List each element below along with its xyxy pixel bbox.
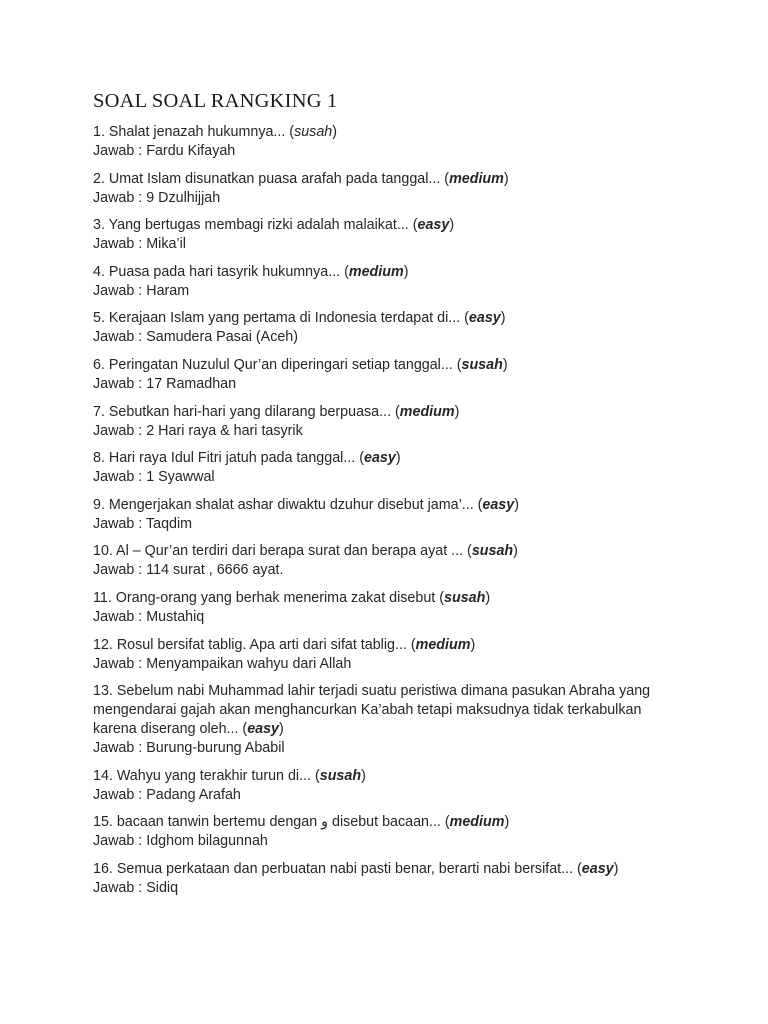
question-item-3 bbox=[93, 216, 733, 254]
question-text: 6. Peringatan Nuzulul Qur’an diperingari setiap tanggal... (susah) bbox=[93, 356, 508, 373]
answer-text: Jawab : 2 Hari raya & hari tasyrik bbox=[93, 422, 303, 439]
question-item-15 bbox=[93, 813, 733, 851]
answer-text: Jawab : Haram bbox=[93, 282, 190, 299]
answer-text: Jawab : 1 Syawwal bbox=[93, 469, 215, 486]
document-page bbox=[93, 88, 733, 907]
answer-text: Jawab : 114 surat , 6666 ayat. bbox=[93, 562, 284, 579]
difficulty-label: easy bbox=[581, 860, 614, 877]
question-item-5 bbox=[93, 309, 733, 347]
question-text: 15. bacaan tanwin bertemu dengan ﻭ disebut bacaan... (medium) bbox=[93, 814, 510, 831]
question-text: 12. Rosul bersifat tablig. Apa arti dari sifat tablig... (medium) bbox=[93, 636, 476, 653]
answer-text: Jawab : Burung-burung Ababil bbox=[93, 740, 285, 757]
question-item-14 bbox=[93, 767, 733, 805]
answer-text: Jawab : Samudera Pasai (Aceh) bbox=[93, 329, 299, 346]
difficulty-label: medium bbox=[449, 170, 504, 187]
answer-text: Jawab : Menyampaikan wahyu dari Allah bbox=[93, 655, 352, 672]
question-item-11 bbox=[93, 589, 733, 627]
question-item-1 bbox=[93, 123, 733, 161]
question-text: 11. Orang-orang yang berhak menerima zakat disebut (susah) bbox=[93, 589, 491, 606]
difficulty-label: medium bbox=[415, 636, 471, 653]
difficulty-label: susah bbox=[471, 543, 514, 560]
document-title: SOAL SOAL RANGKING 1 bbox=[93, 90, 338, 112]
difficulty-label: medium bbox=[348, 263, 404, 280]
difficulty-label: susah bbox=[461, 356, 503, 373]
difficulty-label: easy bbox=[247, 721, 279, 738]
difficulty-label: easy bbox=[468, 310, 501, 327]
question-text: 3. Yang bertugas membagi rizki adalah malaikat... (easy) bbox=[93, 217, 455, 234]
answer-text: Jawab : Padang Arafah bbox=[93, 786, 241, 803]
question-text: 13. Sebelum nabi Muhammad lahir terjadi suatu peristiwa dimana pasukan Abraha yang mengendarai gajah akan menghancurkan Ka’abah tetapi maksudnya tidak terkabulkan karena diserang oleh... (easy) bbox=[93, 683, 651, 738]
answer-text: Jawab : Fardu Kifayah bbox=[93, 143, 236, 159]
question-text: 16. Semua perkataan dan perbuatan nabi pasti benar, berarti nabi bersifat... (easy) bbox=[93, 860, 619, 877]
question-item-2 bbox=[93, 170, 733, 208]
difficulty-label: easy bbox=[364, 450, 396, 467]
question-item-4 bbox=[93, 263, 733, 301]
answer-text: Jawab : 17 Ramadhan bbox=[93, 375, 237, 392]
question-item-13 bbox=[93, 682, 653, 758]
question-text: 9. Mengerjakan shalat ashar diwaktu dzuhur disebut jama’... (easy) bbox=[93, 496, 519, 513]
difficulty-label: susah bbox=[319, 767, 362, 784]
answer-text: Jawab : Sidiq bbox=[93, 879, 179, 896]
question-text: 5. Kerajaan Islam yang pertama di Indonesia terdapat di... (easy) bbox=[93, 310, 506, 327]
question-item-10 bbox=[93, 542, 733, 580]
question-item-7 bbox=[93, 403, 733, 441]
question-text: 1. Shalat jenazah hukumnya... (susah) bbox=[93, 124, 337, 140]
answer-text: Jawab : Taqdim bbox=[93, 515, 193, 532]
difficulty-label: susah bbox=[294, 124, 333, 140]
question-text: 14. Wahyu yang terakhir turun di... (susah) bbox=[93, 767, 366, 784]
question-item-9 bbox=[93, 496, 733, 534]
answer-text: Jawab : Idghom bilagunnah bbox=[93, 833, 268, 850]
difficulty-label: medium bbox=[399, 403, 455, 420]
answer-text: Jawab : Mustahiq bbox=[93, 608, 205, 625]
question-text: 7. Sebutkan hari-hari yang dilarang berpuasa... (medium) bbox=[93, 403, 460, 420]
question-text: 2. Umat Islam disunatkan puasa arafah pada tanggal... (medium) bbox=[93, 170, 509, 187]
question-item-6 bbox=[93, 356, 733, 394]
question-item-12 bbox=[93, 636, 733, 674]
question-text: 4. Puasa pada hari tasyrik hukumnya... (medium) bbox=[93, 263, 409, 280]
difficulty-label: medium bbox=[449, 814, 505, 831]
difficulty-label: susah bbox=[444, 589, 486, 606]
answer-text: Jawab : Mika’il bbox=[93, 236, 186, 253]
question-text: 10. Al – Qur’an terdiri dari berapa surat dan berapa ayat ... (susah) bbox=[93, 543, 518, 560]
question-item-16 bbox=[93, 860, 641, 898]
question-text: 8. Hari raya Idul Fitri jatuh pada tanggal... (easy) bbox=[93, 450, 401, 467]
difficulty-label: easy bbox=[482, 496, 515, 513]
answer-text: Jawab : 9 Dzulhijjah bbox=[93, 189, 221, 206]
difficulty-label: easy bbox=[417, 217, 450, 234]
question-item-8 bbox=[93, 449, 733, 487]
